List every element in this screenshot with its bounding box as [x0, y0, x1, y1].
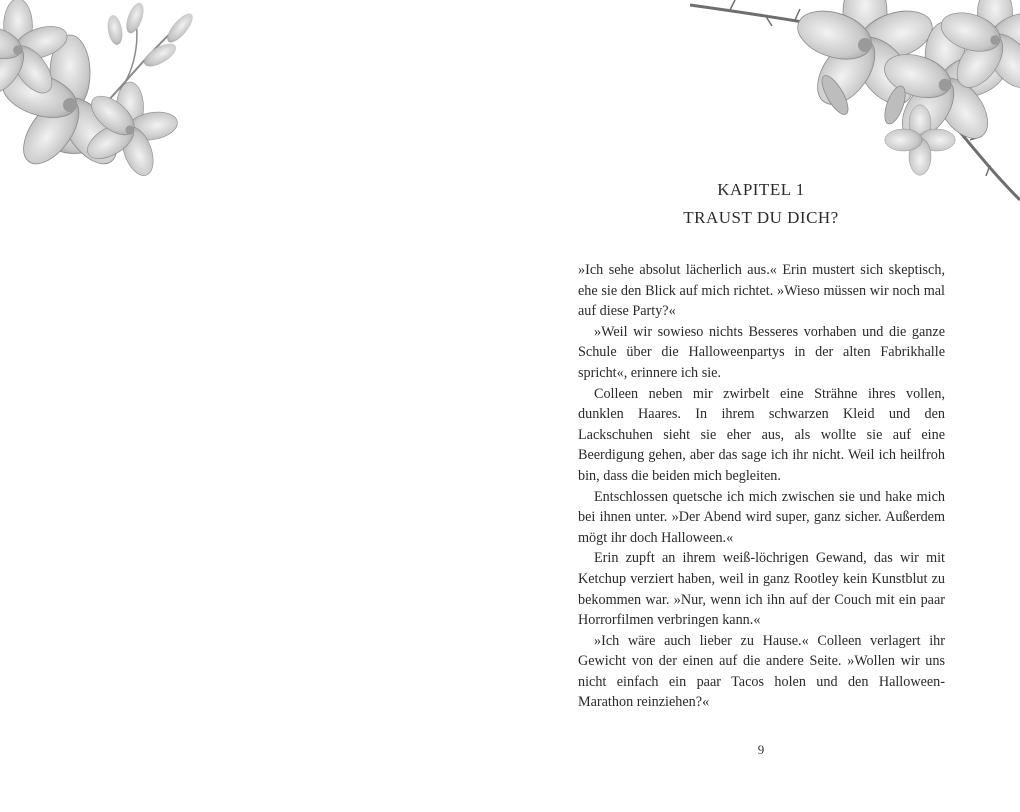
paragraph: Colleen neben mir zwirbelt eine Strähne ihres vollen, dunklen Haares. In ihrem schwarzen Kleid und den Lackschuhen sieht sie eher aus, als wollte sie auf eine Beerdigung gehen, aber das sage ich ihr nicht. Weil ich heilfroh bin, dass die beiden mich begleiten. — [578, 385, 945, 484]
paragraph: »Ich wäre auch lieber zu Hause.« Colleen verlagert ihr Gewicht von der einen auf die andere Seite. »Wollen wir uns nicht einfach ein paar Tacos holen und den Halloween-Marathon reinziehen?« — [578, 632, 945, 711]
paragraph: Entschlossen quetsche ich mich zwischen sie und hake mich bei ihnen unter. »Der Abend wird super, ganz sicher. Außerdem mögt ihr doch Halloween.« — [578, 488, 945, 546]
chapter-heading — [578, 176, 944, 232]
paragraph: »Weil wir sowieso nichts Besseres vorhaben und die ganze Schule über die Halloweenpartys in der alten Fabrikhalle spricht«, erinnere ich sie. — [578, 323, 945, 381]
chapter-title: TRAUST DU DICH? — [683, 208, 839, 227]
paragraph: »Ich sehe absolut lächerlich aus.« Erin mustert sich skeptisch, ehe sie den Blick auf mich richtet. »Wieso müssen wir noch mal auf diese Party?« — [578, 262, 945, 320]
chapter-number: KAPITEL 1 — [717, 180, 805, 199]
chapter-body-text — [578, 260, 945, 713]
flower-illustration-left — [0, 0, 200, 190]
page-number: 9 — [757, 742, 765, 757]
paragraph: Erin zupft an ihrem weiß-löchrigen Gewand, das wir mit Ketchup verziert haben, weil in ganz Rootley kein Kunstblut zu bekommen war. »Nur, wenn ich ihn auf der Couch mit ein paar Horrorfilmen verbringen kann.« — [578, 550, 945, 629]
